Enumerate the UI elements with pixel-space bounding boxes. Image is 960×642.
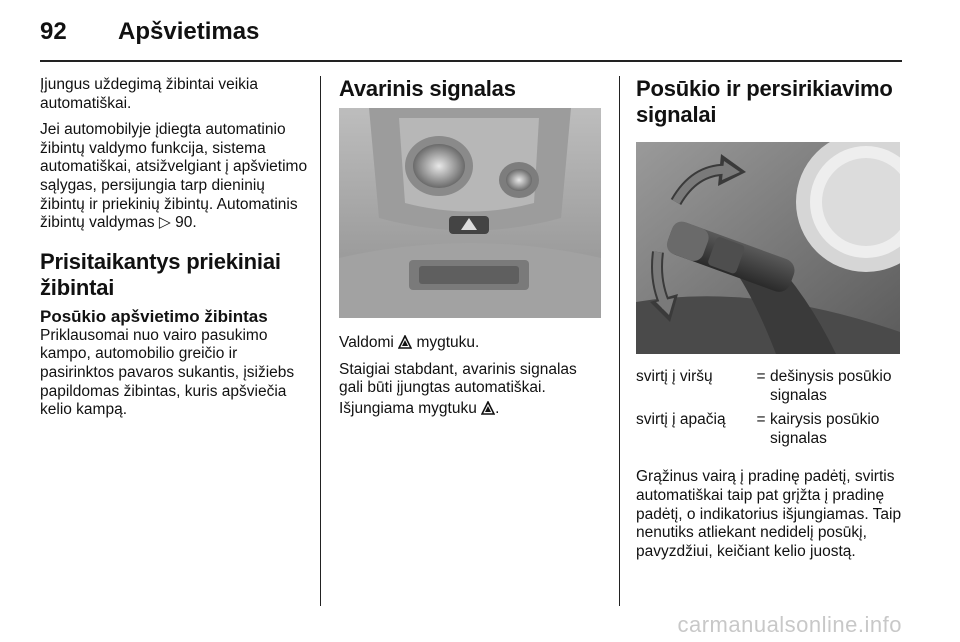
- column-3: [636, 76, 904, 569]
- auto-lights-paragraph: [40, 121, 308, 233]
- hazard-warning-icon: [481, 401, 495, 415]
- turn-signal-lever-illustration: [636, 142, 900, 354]
- signal-action: svirtį į viršų: [636, 368, 713, 385]
- auto-lights-text: Jei automobilyje įdiegta automatinio žibintų valdymo funkcija, sistema automatiškai, atsižvelgiant į apšvietimo sąlygas, persijungia tarp dieninių žibintų ir priekinių žibintų. Automatinis žibintų valdymas: [40, 121, 308, 232]
- intro-paragraph: Įjungus uždegimą žibintai veikia automatiškai.: [40, 76, 258, 112]
- hazard-line-1: Valdomi mygtuku.: [339, 334, 480, 351]
- column-2: [339, 76, 603, 426]
- page-ref-link[interactable]: 90.: [175, 214, 197, 232]
- hazard-warning-icon: [398, 335, 412, 349]
- page-header: [40, 18, 259, 46]
- cornering-light-subheading: Posūkio apšvietimo žibintas: [40, 306, 268, 326]
- column-divider-2: [619, 76, 620, 606]
- signal-result: dešinysis posūkio signalas: [770, 368, 892, 404]
- turn-signal-heading: Posūkio ir persirikiavimo signalai: [636, 76, 893, 127]
- turn-signal-lever-photo: [636, 142, 900, 354]
- adaptive-headlights-heading: Prisitaikantys priekiniai žibintai: [40, 248, 281, 300]
- page-title: Apšvietimas: [118, 18, 260, 45]
- column-divider-1: [320, 76, 321, 606]
- hazard-heading: Avarinis signalas: [339, 76, 516, 101]
- hazard-off-paragraph: Išjungiama mygtuku .: [339, 399, 500, 417]
- hazard-console-illustration: [339, 108, 601, 318]
- page-number: 92: [40, 18, 67, 45]
- table-row: [636, 368, 904, 411]
- signal-result: kairysis posūkio signalas: [770, 411, 880, 447]
- column-1: [40, 76, 308, 428]
- signal-equals: =: [756, 368, 766, 385]
- hazard-auto-paragraph: Staigiai stabdant, avarinis signalas gali būti įjungtas automatiškai.: [339, 360, 577, 397]
- signal-equals: =: [756, 411, 766, 429]
- table-row: [636, 411, 904, 454]
- lever-return-paragraph: Grąžinus vairą į pradinę padėtį, svirtis automatiškai taip pat grįžta į pradinę padėtį, o indikatorius išjungiamas. Taip nenutiks atliekant nedidelį posūkį, pavyzdžiui, keičiant kelio juostą.: [636, 468, 902, 560]
- header-rule: [40, 60, 902, 62]
- signal-action: svirtį į apačią: [636, 411, 726, 429]
- turn-signal-table: [636, 368, 904, 454]
- cornering-light-paragraph: Priklausomai nuo vairo pasukimo kampo, automobilio greičio ir pasirinktos pavaros sukantis, įsižiebs papildomas žibintas, kuris apšviečia kelio kampą.: [40, 326, 295, 419]
- page-ref-arrow-icon: ▷: [158, 214, 171, 232]
- watermark: carmanualsonline.info: [677, 612, 902, 637]
- hazard-button-photo: [339, 108, 601, 318]
